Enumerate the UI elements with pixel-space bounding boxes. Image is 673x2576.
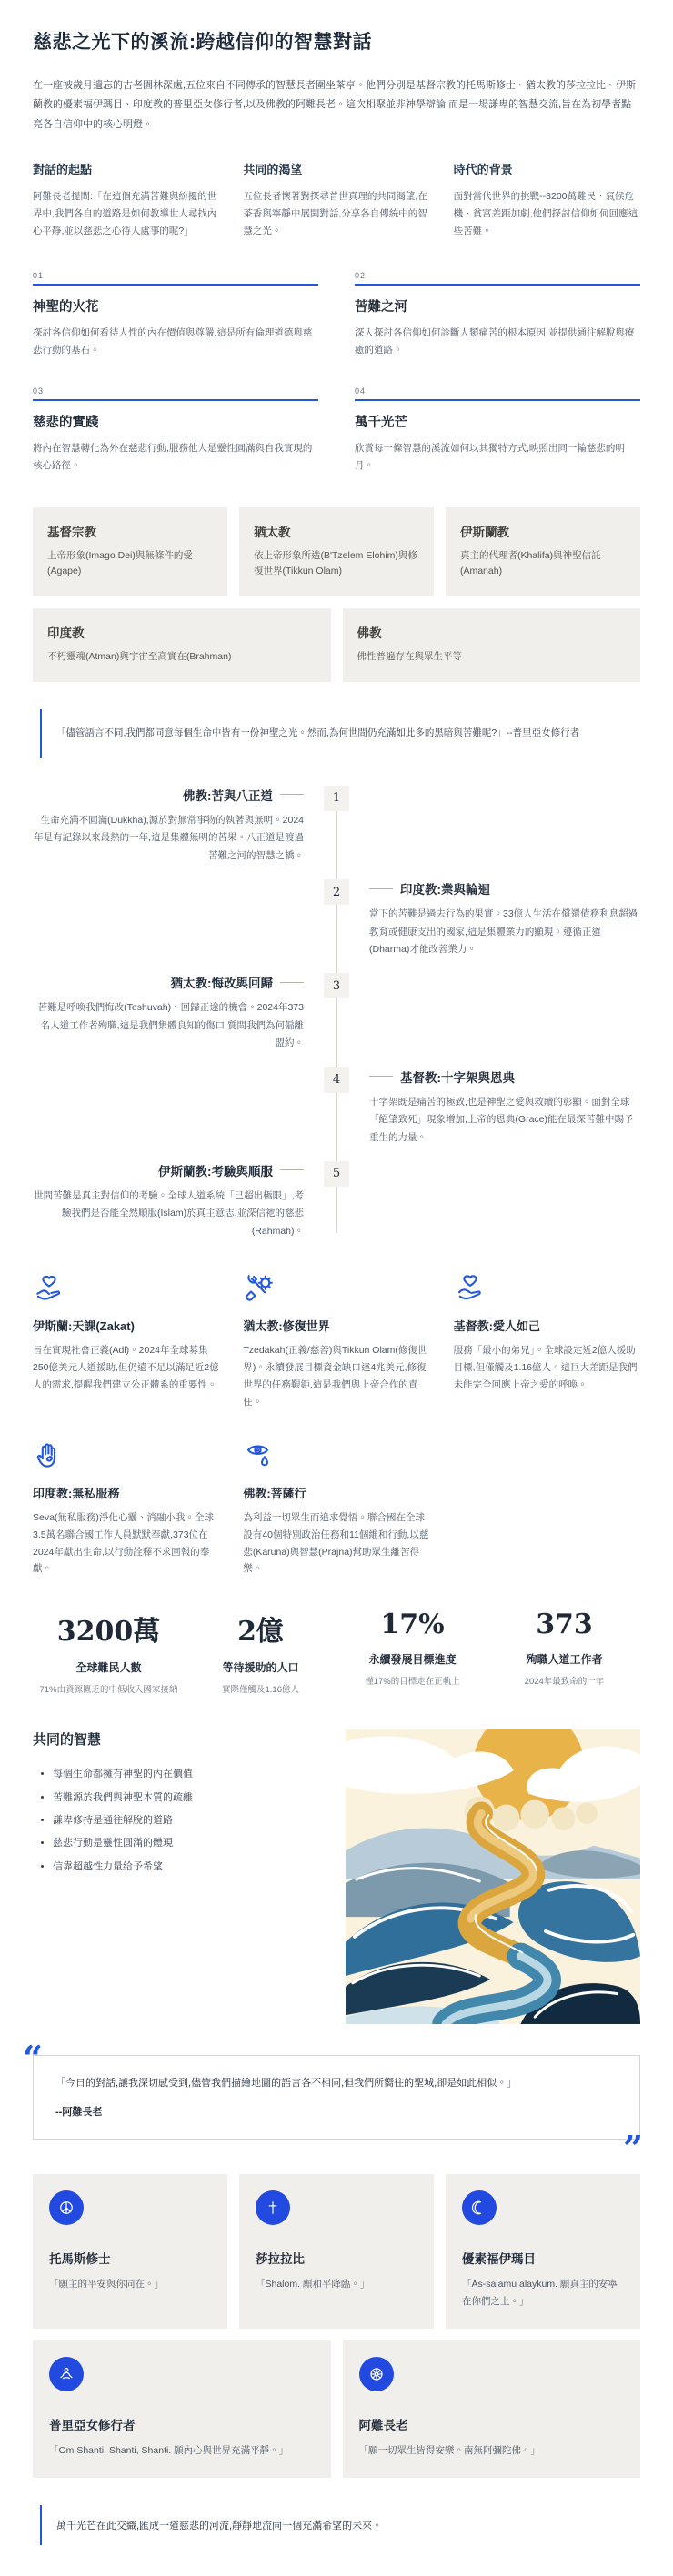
theme-number: 03 — [33, 386, 318, 401]
dharma-wheel-icon — [359, 2357, 394, 2391]
wisdom-item: • 信靠超越性力量給予希望 — [53, 1856, 327, 1879]
farewell-card-sarah — [239, 2174, 434, 2329]
closing-quote-box — [23, 2038, 643, 2170]
timeline-number: 5 — [324, 1161, 349, 1187]
wrench-gear-icon — [243, 1271, 429, 1306]
wisdom-section — [33, 1729, 640, 2024]
stat-label: 等待援助的人口 — [222, 1661, 299, 1675]
practice-christian-neighbor — [454, 1271, 640, 1411]
overview-col-context — [454, 160, 640, 240]
farewell-card-thomas — [33, 2174, 227, 2329]
farewell-quote: 「願一切眾生皆得安樂。南無阿彌陀佛。」 — [358, 2445, 540, 2457]
wisdom-list — [33, 1763, 327, 1878]
connector-line — [369, 1076, 393, 1077]
practice-title: 伊斯蘭:天課(Zakat) — [33, 1319, 135, 1334]
farewell-name: 普里亞女修行者 — [49, 2419, 136, 2433]
theme-number: 04 — [355, 386, 640, 401]
open-quote-icon: “ — [23, 2038, 43, 2080]
dignity-cards-section — [33, 507, 640, 683]
farewell-card-ananda — [343, 2340, 641, 2478]
timeline-title: 猶太教:悔改與回歸 — [170, 977, 273, 991]
palm-heart-icon — [33, 1438, 219, 1473]
connector-line — [280, 982, 304, 983]
stat-sub: 2024年最致命的一年 — [524, 1677, 605, 1688]
crescent-moon-icon — [462, 2190, 497, 2225]
timeline-item-1 — [33, 786, 640, 865]
dignity-card-islam — [446, 507, 640, 597]
dignity-card-hinduism — [33, 608, 331, 682]
connector-line — [280, 794, 304, 795]
timeline-item-3 — [33, 973, 640, 1052]
timeline-item-5 — [33, 1161, 640, 1240]
card-title: 伊斯蘭教 — [459, 525, 509, 539]
practice-body: Tzedakah(正義/慈善)與Tikkun Olam(修復世界)。永續發展目標資金缺口達4兆美元,修復世界的任務艱鉅,這是我們與上帝合作的責任。 — [243, 1345, 427, 1408]
practice-islam-zakat — [33, 1271, 219, 1411]
theme-body: 深入探討各信仰如何診斷人類痛苦的根本原因,並提供通往解脫與療癒的道路。 — [355, 326, 635, 356]
timeline-number: 2 — [324, 879, 349, 905]
stat-label: 永續發展目標進度 — [368, 1653, 457, 1667]
practice-title: 佛教:菩薩行 — [243, 1486, 306, 1500]
stat-value: 373 — [536, 1609, 593, 1641]
practice-body: 為利益一切眾生而追求覺悟。聯合國在全球設有40個特別政治任務和11個維和行動,以慈悲(Karuna)與智慧(Prajna)幫助眾生離苦得樂。 — [243, 1511, 429, 1575]
farewell-quote: 「Shalom. 願和平降臨。」 — [255, 2279, 370, 2290]
dignity-card-judaism — [239, 507, 434, 597]
overview-title: 共同的渴望 — [243, 163, 303, 177]
card-body: 真主的代理者(Khalifa)與神聖信託(Amanah) — [459, 549, 601, 577]
card-title: 佛教 — [357, 626, 382, 641]
practice-hindu-seva — [33, 1438, 219, 1579]
timeline-body: 當下的苦難是過去行為的果實。33億人生活在償還債務利息超過教育或健康支出的國家,這是集體業力的顯現。遵循正道(Dharma)才能改善業力。 — [369, 908, 638, 956]
practice-buddhist-bodhisattva — [243, 1438, 429, 1579]
overview-body: 面對當代世界的挑戰--3200萬難民、氣候危機、貧富差距加劇,他們探討信仰如何回應這些苦難。 — [453, 191, 638, 237]
meditation-icon — [49, 2357, 84, 2391]
practice-title: 印度教:無私服務 — [33, 1486, 120, 1500]
stat-sub: 僅17%的目標走在正軌上 — [365, 1677, 460, 1688]
theme-number: 02 — [355, 271, 640, 286]
timeline-number: 1 — [324, 786, 349, 811]
card-title: 印度教 — [47, 626, 85, 641]
farewell-quote: 「As-salamu alaykum. 願真主的安寧在你們之上。」 — [461, 2279, 618, 2308]
stat-value: 2億 — [237, 1616, 284, 1649]
farewell-card-yusuf — [446, 2174, 640, 2329]
practice-body: Seva(無私服務)淨化心靈、消融小我。全球3.5萬名聯合國工作人員默默奉獻,373位在2024年獻出生命,以行動詮釋不求回報的奉獻。 — [33, 1511, 214, 1575]
overview-body: 阿難長老提問:「在這個充滿苦難與紛擾的世界中,我們各自的道路是如何教導世人尋找內心平靜,並以慈悲之心待人處事的呢?」 — [33, 191, 217, 237]
timeline-title: 印度教:業與輪迴 — [400, 883, 490, 897]
card-body: 上帝形象(Imago Dei)與無條件的愛(Agape) — [47, 549, 193, 577]
connector-line — [280, 1169, 304, 1170]
farewell-cards-section — [33, 2174, 640, 2478]
practices-section — [33, 1271, 640, 1578]
farewell-name: 阿難長老 — [358, 2419, 408, 2433]
card-body: 依上帝形象所造(B'Tzelem Elohim)與修復世界(Tikkun Olam) — [253, 549, 417, 577]
stat-aid-workers — [488, 1609, 640, 1695]
card-body: 不朽靈魂(Atman)與宇宙至高實在(Brahman) — [47, 651, 232, 663]
timeline-body: 十字架既是痛苦的極致,也是神聖之愛與救贖的彰顯。面對全球「絕望致死」現象增加,上帝的恩典(Grace)能在最深苦難中賜予重生的力量。 — [369, 1096, 634, 1143]
stat-value: 17% — [380, 1609, 445, 1641]
themes-section — [33, 271, 640, 475]
card-title: 猶太教 — [253, 525, 291, 539]
stat-refugees — [33, 1609, 185, 1695]
theme-item-1 — [33, 271, 318, 359]
card-body: 佛性普遍存在與眾生平等 — [357, 651, 462, 663]
stats-section — [33, 1609, 640, 1695]
overview-title: 時代的背景 — [453, 163, 513, 177]
theme-number: 01 — [33, 271, 318, 286]
card-title: 基督宗教 — [47, 525, 96, 539]
stat-value: 3200萬 — [56, 1616, 161, 1649]
theme-item-2 — [355, 271, 640, 359]
timeline-title: 佛教:苦與八正道 — [183, 788, 273, 803]
stat-label: 殉職人道工作者 — [526, 1653, 603, 1667]
theme-title: 苦難之河 — [355, 299, 407, 315]
timeline-number: 4 — [324, 1067, 349, 1093]
stat-sub: 71%由資源匱乏的中低收入國家接納 — [39, 1685, 178, 1696]
closing-quote-text: 「今日的對話,讓我深切感受到,儘管我們描繪地圖的語言各不相同,但我們所嚮往的聖城,卻是如此相似。」 — [55, 2078, 517, 2090]
overview-col-longing — [243, 160, 429, 240]
overview-col-origin — [33, 160, 219, 240]
suffering-timeline — [33, 786, 640, 1240]
timeline-title: 基督教:十字架與恩典 — [400, 1070, 515, 1085]
timeline-body: 苦難是呼喚我們悔改(Teshuvah)、回歸正途的機會。2024年373名人道工作者殉職,這是我們集體良知的傷口,質問我們為何偏離盟約。 — [37, 1002, 304, 1049]
intro-paragraph: 在一座被歲月遺忘的古老園林深處,五位來自不同傳承的智慧長者圍坐茶亭。他們分別是基督宗教的托馬斯修士、猶太教的莎拉拉比、伊斯蘭教的優素福伊瑪目、印度教的普里亞女修行者,以及佛教的阿難長老。這次相聚並非神學辯論,而是一場謙卑的智慧交流,旨在為初學者點亮各自信仰中的核心明燈。 — [33, 80, 637, 130]
theme-item-4 — [355, 386, 640, 475]
timeline-number: 3 — [324, 973, 349, 998]
footer-note: 萬千光芒在此交織,匯成一道慈悲的河流,靜靜地流向一個充滿希望的未來。 — [40, 2505, 640, 2545]
theme-item-3 — [33, 386, 318, 475]
theme-body: 探討各信仰如何看待人性的內在價值與尊嚴,這是所有倫理道德與慈悲行動的基石。 — [33, 326, 313, 356]
wisdom-item: • 每個生命都擁有神聖的內在價值 — [53, 1763, 327, 1786]
theme-title: 神聖的火花 — [33, 299, 99, 315]
practice-title: 猶太教:修復世界 — [243, 1319, 330, 1334]
stat-sub: 實際僅觸及1.16億人 — [222, 1685, 299, 1696]
practice-judaism-repair — [243, 1271, 429, 1411]
overview-section — [33, 160, 640, 240]
stat-sdg-progress — [336, 1609, 488, 1695]
stat-aid-population — [185, 1609, 336, 1695]
cross-icon — [256, 2190, 290, 2225]
farewell-card-priya — [33, 2340, 331, 2478]
farewell-name: 優素福伊瑪目 — [461, 2252, 536, 2267]
connector-line — [369, 888, 393, 889]
theme-title: 慈悲的實踐 — [33, 415, 99, 430]
farewell-quote: 「願主的平安與你同在。」 — [49, 2279, 164, 2290]
timeline-title: 伊斯蘭教:考驗與順服 — [158, 1164, 273, 1178]
pull-quote: 「儘管語言不同,我們都同意每個生命中皆有一份神聖之光。然而,為何世間仍充滿如此多的黑暗與苦難呢?」--普里亞女修行者 — [40, 709, 640, 758]
stat-label: 全球難民人數 — [75, 1661, 142, 1675]
close-quote-icon: ” — [623, 2128, 643, 2170]
wisdom-item: • 慈悲行動是靈性圓滿的體現 — [53, 1832, 327, 1855]
theme-title: 萬千光芒 — [355, 415, 407, 430]
closing-quote-attribution: --阿難長老 — [55, 2107, 103, 2119]
page-title: 慈悲之光下的溪流:跨越信仰的智慧對話 — [33, 32, 372, 53]
wisdom-title: 共同的智慧 — [33, 1732, 102, 1749]
theme-body: 將內在智慧轉化為外在慈悲行動,服務他人是靈性圓滿與自我實現的核心路徑。 — [33, 442, 313, 471]
practice-body: 旨在實現社會正義(Adl)。2024年全球募集250億美元人道援助,但仍遠不足以滿足近2億人的需求,提醒我們建立公正體系的重要性。 — [33, 1345, 219, 1391]
theme-body: 欣賞每一條智慧的溪流如何以其獨特方式,映照出同一輪慈悲的明月。 — [355, 442, 625, 471]
practice-title: 基督教:愛人如己 — [453, 1319, 540, 1334]
farewell-name: 托馬斯修士 — [49, 2252, 111, 2267]
peace-symbol-icon — [49, 2190, 84, 2225]
wisdom-item: • 苦難源於我們與神聖本質的疏離 — [53, 1787, 327, 1809]
timeline-item-2 — [33, 879, 640, 958]
practice-body: 服務「最小的弟兄」。全球設定近2億人援助目標,但僅觸及1.16億人。這巨大差距是我們未能完全回應上帝之愛的呼喚。 — [453, 1345, 638, 1391]
timeline-body: 生命充滿不圓滿(Dukkha),源於對無常事物的執著與無明。2024年是有記錄以來最熱的一年,這是集體無明的苦果。八正道是渡過苦難之河的智慧之橋。 — [34, 814, 304, 861]
timeline-item-4 — [33, 1067, 640, 1147]
hand-holding-heart-icon — [33, 1271, 219, 1306]
farewell-name: 莎拉拉比 — [255, 2252, 305, 2267]
overview-title: 對話的起點 — [33, 163, 93, 177]
river-sun-illustration — [346, 1729, 640, 2024]
dignity-card-christianity — [33, 507, 227, 597]
wisdom-item: • 謙卑修持是通往解脫的道路 — [53, 1809, 327, 1832]
farewell-quote: 「Om Shanti, Shanti, Shanti. 願內心與世界充滿平靜。」 — [49, 2445, 289, 2457]
overview-body: 五位長者懷著對探尋普世真理的共同渴望,在茶香與寧靜中展開對話,分享各自傳統中的智慧之光。 — [243, 191, 427, 237]
dignity-card-buddhism — [343, 608, 641, 682]
compassion-eye-tear-icon — [243, 1438, 429, 1473]
heart-in-hand-icon — [454, 1271, 640, 1306]
timeline-body: 世間苦難是真主對信仰的考驗。全球人道系統「已超出極限」,考驗我們是否能全然順服(Islam)於真主意志,並深信祂的慈悲(Rahmah)。 — [34, 1189, 304, 1237]
